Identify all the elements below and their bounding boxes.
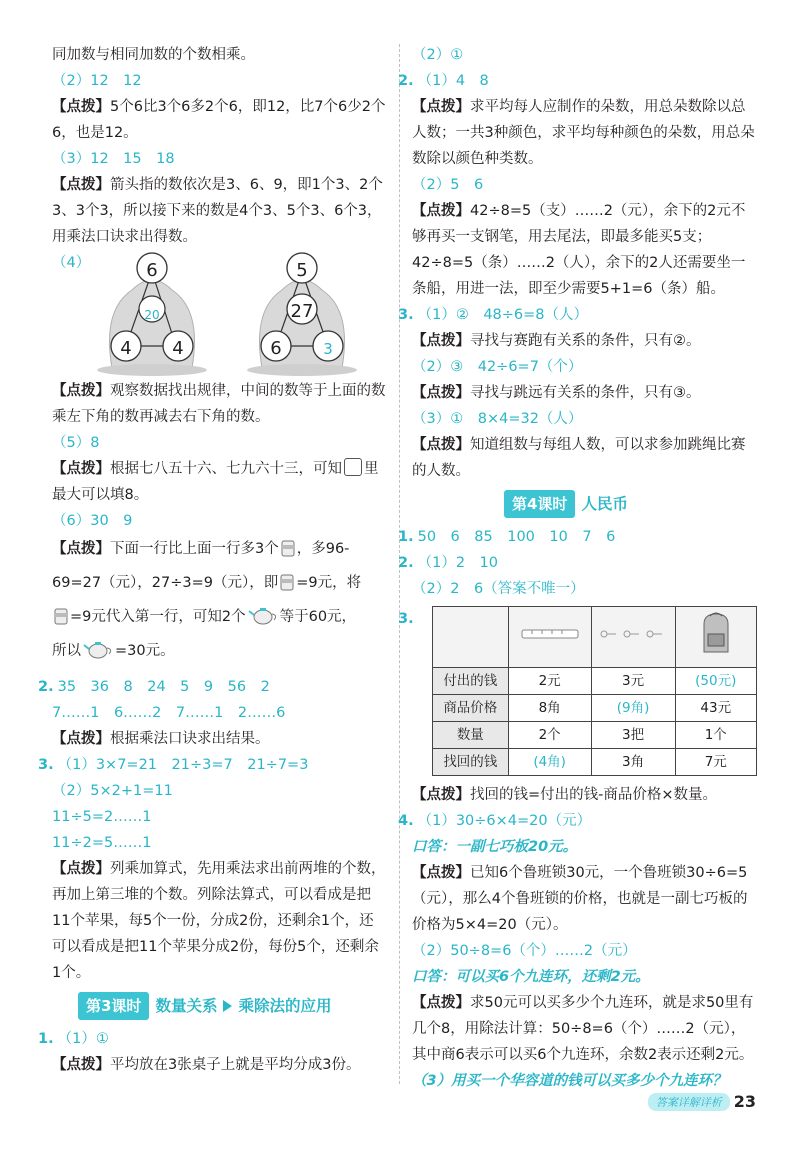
answer-line [398, 302, 757, 328]
cup-icon [281, 538, 295, 568]
tip-text: 里最大可以填8。 [52, 461, 379, 503]
tip-paragraph [412, 990, 757, 1068]
tip-label: 【点拨】 [412, 99, 470, 115]
figure2-bottom-right: 3 [323, 340, 333, 358]
tip-label: 【点拨】 [52, 383, 110, 399]
oral-answer: 口答：一副七巧板20元。 [412, 839, 578, 855]
answer-line: （2）5 6 [412, 177, 484, 193]
lesson-badge: 第3课时 [78, 992, 149, 1020]
teapot-icon [248, 605, 278, 636]
tip-paragraph [52, 456, 387, 508]
figure1-bottom-left: 4 [120, 338, 132, 359]
tip-text: 知道组数与每组人数，可以求参加跳绳比赛的人数。 [412, 437, 746, 479]
scissors-icon [598, 629, 668, 645]
question-number: 4. [398, 813, 414, 829]
tip-paragraph [412, 328, 757, 354]
table-cell: 7元 [675, 749, 756, 776]
answer-line: （3）12 15 18 [52, 151, 175, 167]
page-number: 23 [733, 1092, 756, 1111]
tip-paragraph [52, 94, 387, 146]
tip-label: 【点拨】 [52, 731, 110, 747]
tip-text: 等于60元， [279, 609, 357, 625]
answer-text: （1）3×7=21 21÷3=7 21÷7=3 [57, 757, 309, 773]
question-number: 3. [398, 307, 414, 323]
tip-text: 寻找与赛跑有关系的条件，只有②。 [470, 333, 701, 349]
figure2-top: 5 [296, 260, 308, 281]
figure2-middle: 27 [290, 301, 314, 322]
tip-text: 求50元可以买多少个九连环，就是求50里有几个8，用除法计算：50÷8=6（个）……2（元），其中商6表示可以买6个九连环，余数2表示还剩2元。 [412, 995, 754, 1063]
table-cell-answer: (4角) [508, 749, 591, 776]
figure1-bottom-right: 4 [172, 338, 184, 359]
table-row [433, 668, 757, 695]
tip-paragraph [412, 782, 757, 808]
question-number: 3. [398, 611, 414, 627]
table-header-cell: 付出的钱 [433, 668, 509, 695]
answer-text: 35 36 8 24 5 9 56 2 [57, 679, 270, 695]
tip-text: 5个6比3个6多2个6，即12，比7个6少2个6，也是12。 [52, 99, 386, 141]
oral-answer: 口答：可以买6个九连环，还剩2元。 [412, 969, 650, 985]
answer-line [38, 674, 387, 700]
answer-text: （1）① [57, 1031, 109, 1047]
table-row [433, 695, 757, 722]
tip-text: ，多96-69=27（元），27÷3=9（元），即 [52, 541, 350, 591]
question-number: 2. [398, 555, 414, 571]
answer-line: （2）5×2+1=11 [52, 783, 173, 799]
answer-line [398, 524, 757, 550]
answer-line: （2）50÷8=6（个）……2（元） [412, 943, 637, 959]
table-header-cell: 商品价格 [433, 695, 509, 722]
tip-text: =9元，将 [296, 575, 362, 591]
tip-label: 【点拨】 [412, 203, 470, 219]
answer-line: （2）③ 42÷6=7（个） [412, 359, 583, 375]
answer-line: 11÷2=5……1 [52, 835, 152, 851]
answer-line: （2）① [412, 47, 464, 63]
text-line: 同加数与相同加数的个数相乘。 [52, 47, 255, 63]
tip-text: 根据乘法口诀求出结果。 [110, 731, 270, 747]
tip-label: 【点拨】 [412, 865, 470, 881]
lesson-heading [504, 490, 757, 518]
question-number: 2. [38, 679, 54, 695]
tip-paragraph [52, 172, 387, 250]
answer-line: （3）① 8×4=32（人） [412, 411, 583, 427]
price-table [432, 606, 757, 776]
tip-text: 下面一行比上面一行多3个 [110, 541, 279, 557]
tip-text: 找回的钱=付出的钱-商品价格×数量。 [470, 787, 718, 803]
tip-paragraph [412, 94, 757, 172]
question-number: 1. [398, 529, 414, 545]
answer-line: （5）8 [52, 435, 100, 451]
tip-label: 【点拨】 [52, 177, 110, 193]
tip-label: 【点拨】 [412, 995, 470, 1011]
tip-label: 【点拨】 [412, 385, 470, 401]
tip-label: 【点拨】 [52, 541, 110, 557]
table-cell: 8角 [508, 695, 591, 722]
table-cell: 3把 [591, 722, 675, 749]
tip-text: 42÷8=5（支）……2（元），余下的2元不够再买一支钢笔，用去尾法，即最多能买5支；42÷8=5（条）……2（人），余下的2人还需要坐一条船，用进一法，即至少需要5+1=6（条）船。 [412, 203, 746, 297]
tip-paragraph [412, 380, 757, 406]
table-cell [508, 607, 591, 668]
table-cell [433, 607, 509, 668]
tip-label: 【点拨】 [412, 333, 470, 349]
table-cell: 2个 [508, 722, 591, 749]
answer-line: （3）用买一个华容道的钱可以买多少个九连环？ [412, 1073, 727, 1089]
lesson-heading [78, 992, 387, 1020]
tip-paragraph [52, 726, 387, 752]
table-header-cell: 找回的钱 [433, 749, 509, 776]
tip-text: 根据七八五十六、七九六十三，可知 [110, 461, 342, 477]
table-row [433, 607, 757, 668]
figure1-middle: 20 [144, 308, 160, 322]
answer-text: （1）4 8 [417, 73, 489, 89]
number-figures [52, 250, 387, 378]
tip-paragraph [412, 860, 757, 938]
lesson-title: 数量关系 [155, 997, 218, 1015]
table-row [433, 749, 757, 776]
answer-line: 7……1 6……2 7……1 2……6 [52, 705, 286, 721]
tip-label: 【点拨】 [412, 787, 470, 803]
cup-icon [54, 606, 68, 636]
table-cell [591, 607, 675, 668]
backpack-icon [696, 644, 736, 660]
answer-line: 11÷5=2……1 [52, 809, 152, 825]
answer-line: （4） [52, 255, 91, 271]
tip-text: 寻找与跳远有关系的条件，只有③。 [470, 385, 701, 401]
tip-text: =30元。 [115, 643, 175, 659]
arrow-icon [223, 1000, 232, 1012]
lesson-badge: 第4课时 [504, 490, 575, 518]
question-number: 3. [38, 757, 54, 773]
tip-label: 【点拨】 [52, 1057, 110, 1073]
table-cell: 43元 [675, 695, 756, 722]
tip-text: 列乘加算式，先用乘法求出前两堆的个数，再加上第三堆的个数。列除法算式，可以看成是把11个苹果，每5个一份，分成2份，还剩余1个，还可以看成是把11个苹果分成2份，每份5个，还剩余1个。 [52, 861, 386, 981]
answer-text: （1）2 10 [417, 555, 499, 571]
answer-line: （2）2 6（答案不唯一） [412, 581, 585, 597]
tip-paragraph [52, 534, 387, 670]
right-column [398, 42, 757, 1094]
answer-line: （6）30 9 [52, 513, 133, 529]
answer-line [398, 550, 757, 576]
tip-paragraph [412, 432, 757, 484]
tip-paragraph [52, 1052, 387, 1078]
question-number: 1. [38, 1031, 54, 1047]
answer-line [398, 808, 757, 834]
question-number: 2. [398, 73, 414, 89]
question-3-table-block [398, 606, 757, 776]
tip-text: 所以 [52, 643, 81, 659]
answer-text: 50 6 85 100 10 7 6 [417, 529, 616, 545]
tip-text: 平均放在3张桌子上就是平均分成3份。 [110, 1057, 361, 1073]
figure1-top: 6 [146, 260, 158, 281]
cup-icon [280, 572, 294, 602]
table-cell: 3角 [591, 749, 675, 776]
tip-label: 【点拨】 [412, 437, 470, 453]
answer-line: （2）12 12 [52, 73, 142, 89]
tip-paragraph [52, 378, 387, 430]
answer-line [38, 1026, 387, 1052]
tip-text: 求平均每人应制作的朵数，用总朵数除以总人数；一共3种颜色，求平均每种颜色的朵数，用总朵数除以颜色种类数。 [412, 99, 755, 167]
answer-text: （1）② 48÷6=8（人） [417, 307, 589, 323]
footer-tag: 答案详解详析 [648, 1093, 730, 1111]
number-puzzle-figures [92, 250, 392, 378]
blank-box-icon [344, 458, 362, 476]
left-column [38, 42, 387, 1078]
tip-label: 【点拨】 [52, 99, 110, 115]
figure2-bottom-left: 6 [270, 338, 282, 359]
table-cell: 1个 [675, 722, 756, 749]
table-cell-answer: (9角) [591, 695, 675, 722]
answer-line [38, 752, 387, 778]
table-row [433, 722, 757, 749]
lesson-title: 人民币 [581, 495, 628, 513]
tip-text: 观察数据找出规律，中间的数等于上面的数乘左下角的数再减去右下角的数。 [52, 383, 386, 425]
table-cell [675, 607, 756, 668]
tip-label: 【点拨】 [52, 861, 110, 877]
table-cell: 2元 [508, 668, 591, 695]
tip-paragraph [412, 198, 757, 302]
table-cell: 3元 [591, 668, 675, 695]
tip-paragraph [52, 856, 387, 986]
answer-line [398, 68, 757, 94]
table-header-cell: 数量 [433, 722, 509, 749]
tip-text: =9元代入第一行，可知2个 [70, 609, 246, 625]
ruler-icon [520, 629, 580, 645]
lesson-title: 乘除法的应用 [238, 997, 332, 1015]
table-cell-answer: (50元) [675, 668, 756, 695]
teapot-icon [83, 639, 113, 670]
page-footer [648, 1092, 756, 1111]
tip-label: 【点拨】 [52, 461, 110, 477]
answer-text: （1）30÷6×4=20（元） [417, 813, 592, 829]
tip-text: 已知6个鲁班锁30元，一个鲁班锁30÷6=5（元），那么4个鲁班锁的价格，也就是一副七巧板的价格为5×4=20（元）。 [412, 865, 748, 933]
tip-text: 箭头指的数依次是3、6、9，即1个3、2个3、3个3，所以接下来的数是4个3、5个3、6个3，用乘法口诀求出得数。 [52, 177, 383, 245]
